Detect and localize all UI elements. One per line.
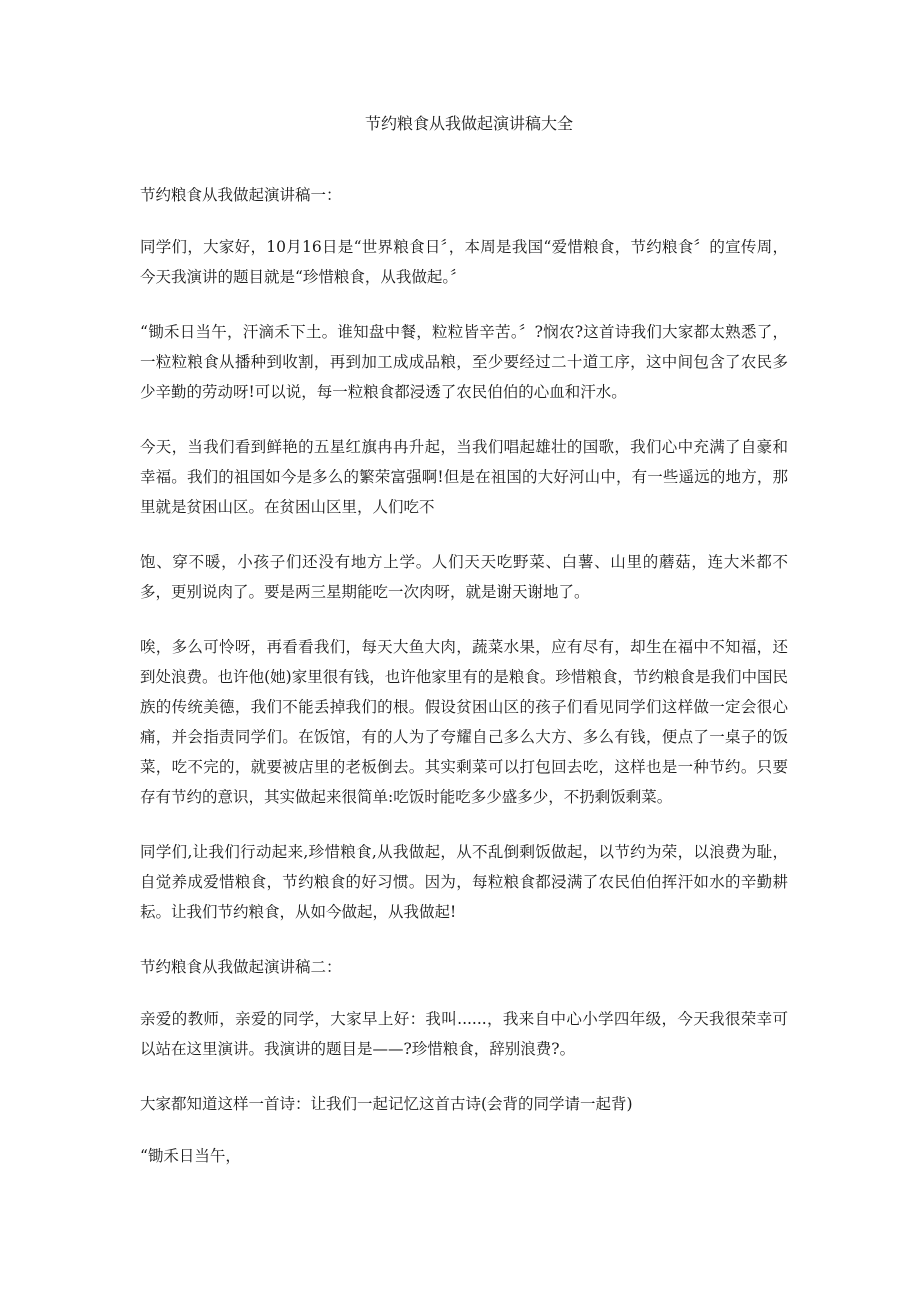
document-title: 节约粮食从我做起演讲稿大全 (364, 114, 573, 133)
paragraph: “锄禾日当午，汗滴禾下土。谁知盘中餐，粒粒皆辛苦。〞?悯农?这首诗我们大家都太熟悉了，一粒粒粮食从播种到收割，再到加工成成品粮，至少要经过二十道工序，这中间包含了农民多少辛勤的劳动呀!可以说，每一粒粮食都浸透了农民伯伯的心血和汗水。 (140, 323, 788, 401)
paragraph: 今天，当我们看到鲜艳的五星红旗冉冉升起，当我们唱起雄壮的国歌，我们心中充满了自豪和幸福。我们的祖国如今是多么的繁荣富强啊!但是在祖国的大好河山中，有一些遥远的地方，那里就是贫困山区。在贫困山区里，人们吃不 (140, 438, 788, 516)
paragraph: 同学们,让我们行动起来,珍惜粮食,从我做起，从不乱倒剩饭做起，以节约为荣，以浪费为耻，自觉养成爱惜粮食，节约粮食的好习惯。因为，每粒粮食都浸满了农民伯伯挥汗如水的辛勤耕耘。让我们节约粮食，从如今做起，从我做起! (140, 843, 788, 921)
heading-speech-one: 节约粮食从我做起演讲稿一： (140, 186, 342, 204)
paragraph: 亲爱的教师，亲爱的同学，大家早上好：我叫......，我来自中心小学四年级，今天我很荣幸可以站在这里演讲。我演讲的题目是——?珍惜粮食，辞别浪费?。 (140, 1010, 788, 1058)
document-page (140, 112, 788, 1196)
heading-speech-two: 节约粮食从我做起演讲稿二： (140, 958, 342, 976)
paragraph: “锄禾日当午， (140, 1147, 241, 1165)
paragraph: 大家都知道这样一首诗：让我们一起记忆这首古诗(会背的同学请一起背) (140, 1095, 633, 1113)
paragraph: 唉，多么可怜呀，再看看我们，每天大鱼大肉，蔬菜水果，应有尽有，却生在福中不知福，还到处浪费。也许他(她)家里很有钱，也许他家里有的是粮食。珍惜粮食，节约粮食是我们中国民族的传统美德，我们不能丢掉我们的根。假设贫困山区的孩子们看见同学们这样做一定会很心痛，并会指责同学们。在饭馆，有的人为了夸耀自己多么大方、多么有钱，便点了一桌子的饭菜，吃不完的，就要被店里的老板倒去。其实剩菜可以打包回去吃，这样也是一种节约。只要存有节约的意识，其实做起来很简单:吃饭时能吃多少盛多少，不扔剩饭剩菜。 (140, 638, 788, 806)
paragraph: 饱、穿不暖，小孩子们还没有地方上学。人们天天吃野菜、白薯、山里的蘑菇，连大米都不多，更别说肉了。要是两三星期能吃一次肉呀，就是谢天谢地了。 (140, 553, 788, 601)
paragraph: 同学们，大家好，10月16日是“世界粮食日〞，本周是我国“爱惜粮食，节约粮食〞的宣传周，今天我演讲的题目就是“珍惜粮食，从我做起。〞 (140, 238, 788, 286)
